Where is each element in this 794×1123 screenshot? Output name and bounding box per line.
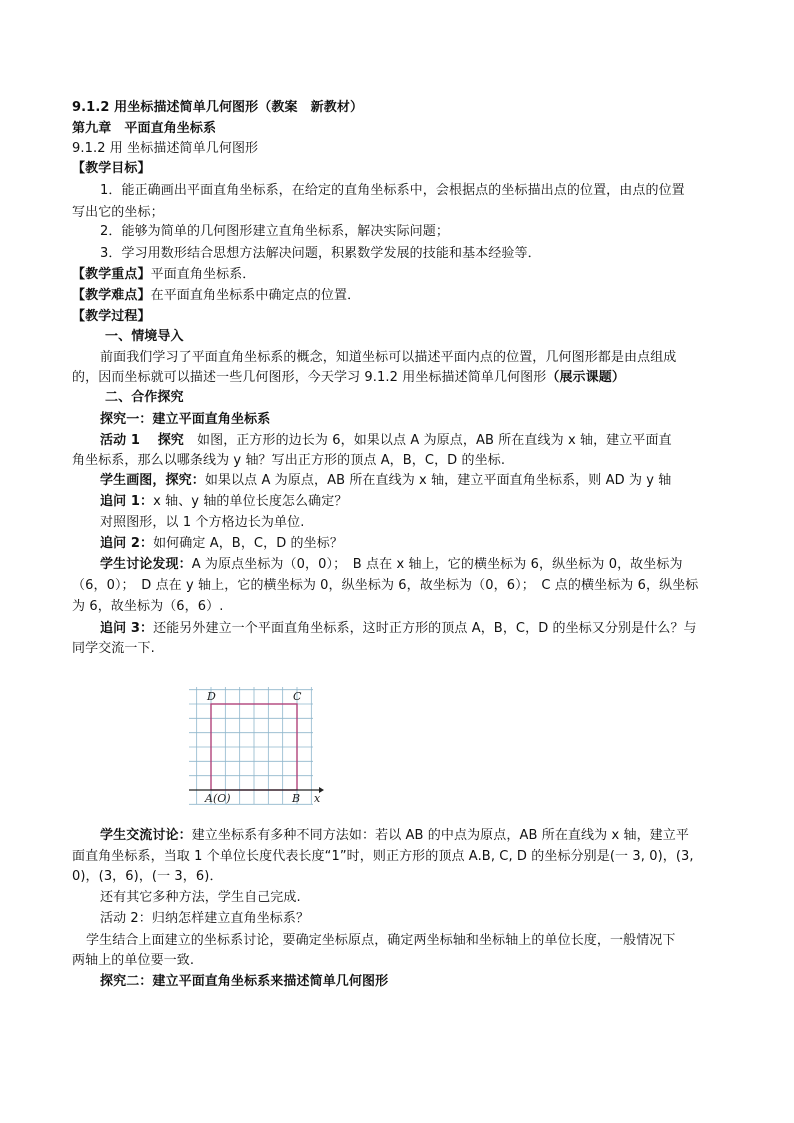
discussion-line-3: 0)，(3，6)，(一 3，6)． bbox=[72, 869, 223, 884]
doc-title: 9.1.2 用坐标描述简单几何图形（教案 新教材） bbox=[72, 100, 364, 115]
question-3-line-1 bbox=[100, 621, 697, 637]
findings-line-1 bbox=[100, 557, 683, 573]
goals-label: 【教学目标】 bbox=[72, 161, 151, 176]
section-1-heading: 一、情境导入 bbox=[105, 329, 184, 344]
difficult-point bbox=[72, 288, 360, 304]
discussion-label: 学生交流讨论： bbox=[100, 828, 192, 843]
intro-line-2-text: 的，因而坐标就可以描述一些几何图形，今天学习 9.1.2 用坐标描述简单几何图形 bbox=[72, 370, 547, 385]
activity-1-text: 如图，正方形的边长为 6，如果以点 A 为原点，AB 所在直线为 x 轴，建立平面直 bbox=[183, 433, 672, 448]
goal-1-line-1: 1．能正确画出平面直角坐标系，在给定的直角坐标系中，会根据点的坐标描出点的位置，由点的位置 bbox=[100, 183, 685, 198]
question-3-text: 还能另外建立一个平面直角坐标系，这时正方形的顶点 A，B，C，D 的坐标又分别是什么？与 bbox=[153, 621, 697, 636]
question-1-text: x 轴、y 轴的单位长度怎么确定？ bbox=[153, 494, 348, 509]
activity-2-line-2: 两轴上的单位要一致. bbox=[72, 953, 195, 968]
intro-line-2 bbox=[72, 370, 625, 386]
question-3-label: 追问 3： bbox=[100, 621, 154, 636]
grid-diagram bbox=[183, 683, 333, 809]
question-2-label: 追问 2： bbox=[100, 536, 154, 551]
question-2-text: 如何确定 A，B，C，D 的坐标？ bbox=[153, 536, 343, 551]
vertex-label-a: A(O) bbox=[205, 792, 231, 805]
x-axis-label: x bbox=[314, 792, 321, 805]
discussion-text: 建立坐标系有多种不同方法如：若以 AB 的中点为原点，AB 所在直线为 x 轴，建立平 bbox=[191, 828, 689, 843]
explore-1-heading: 探究一：建立平面直角坐标系 bbox=[100, 412, 271, 427]
question-1-answer: 对照图形，以 1 个方格边长为单位. bbox=[100, 515, 305, 530]
activity-1-label: 活动 1 探究 bbox=[100, 433, 184, 448]
intro-line-2-note: （展示课题） bbox=[546, 370, 625, 385]
activity-1-line-1 bbox=[100, 433, 672, 449]
process-label: 【教学过程】 bbox=[72, 309, 151, 324]
findings-line-3: 为 6，故坐标为（6，6）. bbox=[72, 599, 224, 614]
key-point-text: 平面直角坐标系． bbox=[150, 267, 256, 282]
goal-1-line-2: 写出它的坐标； bbox=[72, 205, 164, 220]
findings-text: A 为原点坐标为（0，0）； B 点在 x 轴上，它的横坐标为 6，纵坐标为 0，故坐标为 bbox=[191, 557, 683, 572]
activity-2: 活动 2：归纳怎样建立直角坐标系？ bbox=[100, 911, 310, 926]
other-methods: 还有其它多种方法，学生自己完成. bbox=[100, 890, 301, 905]
question-1-label: 追问 1： bbox=[100, 494, 154, 509]
goal-2: 2．能够为简单的几何图形建立直角坐标系，解决实际问题； bbox=[100, 224, 449, 239]
difficult-point-label: 【教学难点】 bbox=[72, 288, 151, 303]
vertex-label-d: D bbox=[207, 690, 216, 703]
activity-2-line-1: 学生结合上面建立的坐标系讨论，要确定坐标原点，确定两坐标轴和坐标轴上的单位长度，一般情况下 bbox=[86, 933, 676, 948]
coordinate-figure bbox=[183, 683, 333, 809]
section-heading: 9.1.2 用 坐标描述简单几何图形 bbox=[72, 141, 259, 156]
student-draw bbox=[100, 473, 671, 489]
difficult-point-text: 在平面直角坐标系中确定点的位置． bbox=[150, 288, 361, 303]
vertex-label-b: B bbox=[292, 792, 301, 805]
intro-line-1: 前面我们学习了平面直角坐标系的概念，知道坐标可以描述平面内点的位置，几何图形都是由点组成 bbox=[100, 350, 677, 365]
student-draw-text: 如果以点 A 为原点，AB 所在直线为 x 轴，建立平面直角坐标系，则 AD 为 y 轴 bbox=[204, 473, 672, 488]
explore-2-heading: 探究二：建立平面直角坐标系来描述简单几何图形 bbox=[100, 974, 389, 989]
section-2-heading: 二、合作探究 bbox=[105, 390, 184, 405]
chapter-heading: 第九章 平面直角坐标系 bbox=[72, 121, 217, 136]
question-2 bbox=[100, 536, 343, 552]
question-3-line-2: 同学交流一下. bbox=[72, 641, 155, 656]
key-point-label: 【教学重点】 bbox=[72, 267, 151, 282]
discussion-line-2: 面直角坐标系，当取 1 个单位长度代表长度“1”时，则正方形的顶点 A.B, C, D 的坐标分别是(一 3, 0)，(3, bbox=[72, 849, 694, 864]
student-draw-label: 学生画图，探究： bbox=[100, 473, 205, 488]
findings-line-2: （6，0）； D 点在 y 轴上，它的横坐标为 0，纵坐标为 6，故坐标为（0，6）； C 点的横坐标为 6，纵坐标 bbox=[72, 578, 699, 593]
question-1 bbox=[100, 494, 347, 510]
goal-3: 3．学习用数形结合思想方法解决问题，积累数学发展的技能和基本经验等． bbox=[100, 246, 541, 261]
key-point bbox=[72, 267, 255, 283]
discussion-line-1 bbox=[100, 828, 689, 844]
activity-1-line-2: 角坐标系，那么以哪条线为 y 轴？写出正方形的顶点 A，B，C，D 的坐标. bbox=[72, 453, 506, 468]
findings-label: 学生讨论发现： bbox=[100, 557, 192, 572]
vertex-label-c: C bbox=[293, 690, 302, 703]
